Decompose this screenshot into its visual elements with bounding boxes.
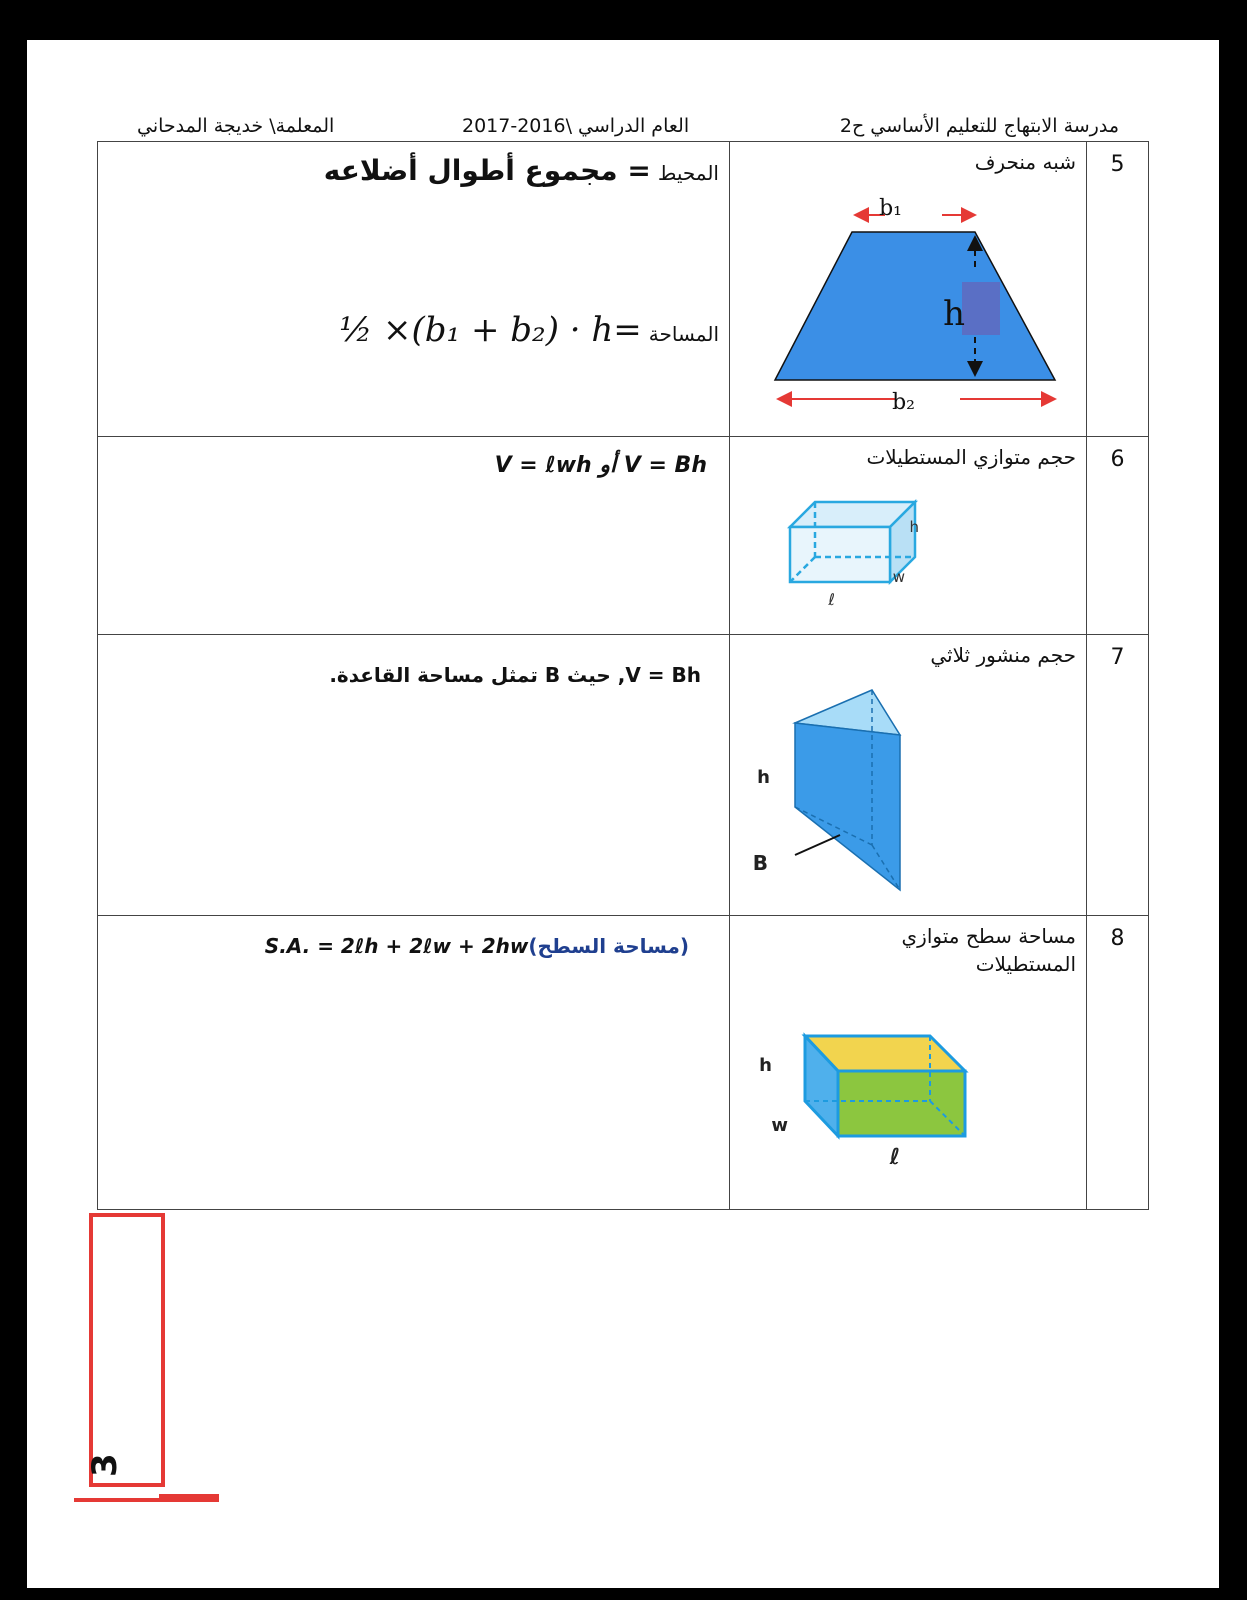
shape-title-line1: مساحة سطح متوازي: [901, 924, 1076, 948]
triangular-prism-figure: [752, 685, 930, 905]
figure-cell: [730, 142, 1087, 437]
surface-area-formula: S.A. = 2ℓh + 2ℓw + 2hw: [264, 934, 529, 958]
shape-title: حجم متوازي المستطيلات: [866, 445, 1076, 469]
prism-volume-rule: V = Bh, حيث B تمثل مساحة القاعدة.: [329, 663, 701, 687]
area-label: المساحة: [648, 322, 719, 346]
page-number-mark: [64, 1215, 214, 1515]
row-number: 8: [1087, 916, 1149, 1210]
label-h: h: [943, 294, 965, 334]
row-number: 5: [1087, 142, 1149, 437]
figure-cell: [730, 635, 1087, 916]
perimeter-text: = مجموع أطوال أضلاعه: [323, 154, 651, 187]
label-w: w: [892, 568, 905, 586]
row-number: 7: [1087, 635, 1149, 916]
formulas-table: [97, 141, 1149, 1210]
rule-cell: [98, 635, 730, 916]
label-l: ℓ: [889, 1145, 900, 1170]
school-name: مدرسة الابتهاج للتعليم الأساسي ح2: [839, 115, 1119, 137]
perimeter-rule: [324, 154, 719, 187]
perimeter-label: المحيط: [657, 161, 719, 185]
rule-cell: [98, 437, 730, 635]
volume-rule: V = Bh أو V = ℓwh: [494, 453, 707, 478]
shape-title: شبه منحرف: [974, 150, 1076, 174]
table-row: [98, 142, 1149, 437]
row-number: 6: [1087, 437, 1149, 635]
label-h: h: [757, 767, 770, 788]
page-number: 3: [85, 1453, 125, 1477]
label-h: h: [909, 518, 919, 536]
surface-prism-figure: [760, 1026, 970, 1186]
table-row: [98, 437, 1149, 635]
trapezoid-figure: [770, 187, 1070, 422]
rectangular-prism-figure: [785, 497, 945, 627]
academic-year: العام الدراسي \2016-2017: [462, 115, 690, 137]
shape-title-line2: المستطيلات: [975, 952, 1076, 976]
area-formula: ½ ×(b₁ + b₂) · h=: [339, 310, 642, 350]
table-row: [98, 635, 1149, 916]
surface-area-rule: [265, 934, 689, 959]
trapezoid-shape: [775, 232, 1055, 380]
rule-cell: [98, 916, 730, 1210]
area-rule: [339, 310, 719, 350]
figure-cell: [730, 916, 1087, 1210]
rule-cell: [98, 142, 730, 437]
label-b2: b₂: [892, 390, 915, 415]
shape-title: [902, 922, 1076, 978]
table-row: [98, 916, 1149, 1210]
surface-area-note: (مساحة السطح): [528, 934, 689, 958]
page: [27, 40, 1219, 1588]
shape-title: حجم منشور ثلاثي: [930, 643, 1076, 667]
figure-cell: [730, 437, 1087, 635]
label-b1: b₁: [879, 196, 902, 221]
label-h: h: [759, 1055, 772, 1076]
label-l: ℓ: [828, 590, 835, 609]
teacher-name: المعلمة\ خديجة المدحاني: [137, 115, 335, 137]
label-B: B: [752, 851, 768, 875]
label-w: w: [771, 1115, 788, 1136]
